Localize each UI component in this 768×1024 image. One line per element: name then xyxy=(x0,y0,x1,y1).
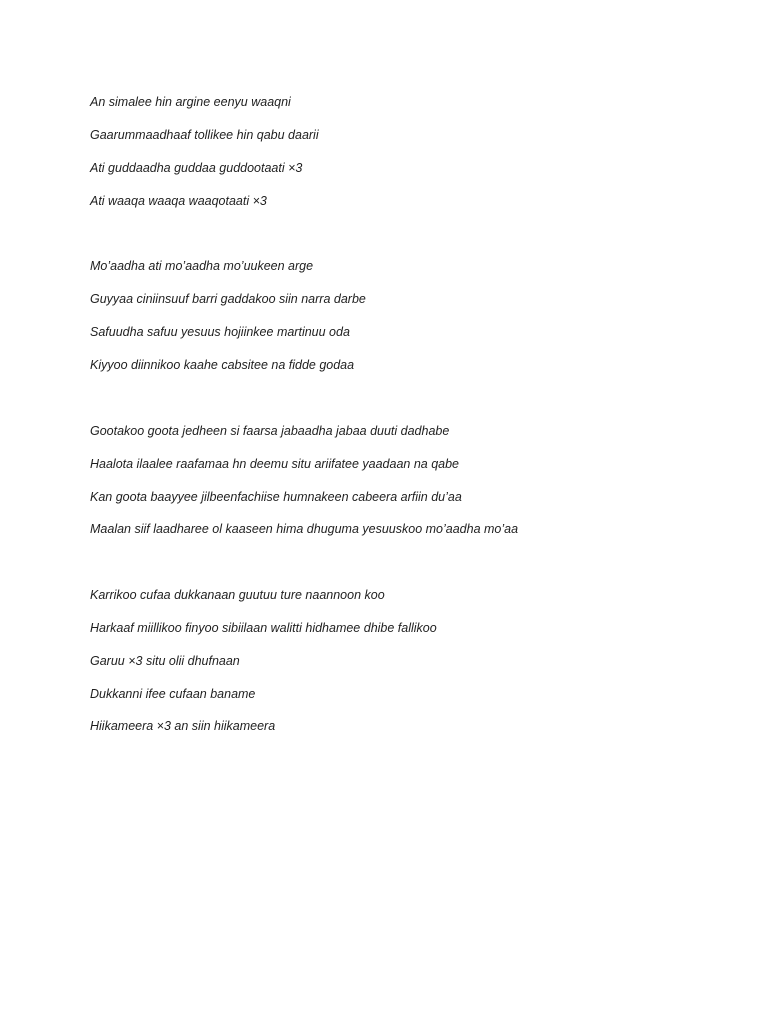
lyric-line: Harkaaf miillikoo finyoo sibiilaan walitti hidhamee dhibe fallikoo xyxy=(90,621,437,635)
lyric-line: Haalota ilaalee raafamaa hn deemu situ ariifatee yaadaan na qabe xyxy=(90,457,460,471)
lyric-line: Kiyyoo diinnikoo kaahe cabsitee na fidde godaa xyxy=(90,358,355,372)
lyric-line: Kan goota baayyee jilbeenfachiise humnakeen cabeera arfiin du’aa xyxy=(90,490,462,504)
lyric-line: Guyyaa ciniinsuuf barri gaddakoo siin narra darbe xyxy=(90,292,366,306)
lyric-line: Ati waaqa waaqa waaqotaati ×3 xyxy=(90,194,267,208)
lyric-line: Karrikoo cufaa dukkanaan guutuu ture naannoon koo xyxy=(90,588,385,602)
lyric-line: Ati guddaadha guddaa guddootaati ×3 xyxy=(90,161,303,175)
lyric-line: Mo’aadha ati mo’aadha mo’uukeen arge xyxy=(90,259,314,273)
lyric-line: Hiikameera ×3 an siin hiikameera xyxy=(90,719,276,733)
lyric-line: An simalee hin argine eenyu waaqni xyxy=(90,95,291,109)
lyric-line: Garuu ×3 situ olii dhufnaan xyxy=(90,654,240,668)
lyric-line: Gaarummaadhaaf tollikee hin qabu daarii xyxy=(90,128,319,142)
lyric-line: Maalan siif laadharee ol kaaseen hima dhuguma yesuuskoo mo’aadha mo’aa xyxy=(90,522,519,536)
lyric-line: Safuudha safuu yesuus hojiinkee martinuu oda xyxy=(90,325,350,339)
lyric-line: Gootakoo goota jedheen si faarsa jabaadha jabaa duuti dadhabe xyxy=(90,424,450,438)
lyric-line: Dukkanni ifee cufaan baname xyxy=(90,687,256,701)
